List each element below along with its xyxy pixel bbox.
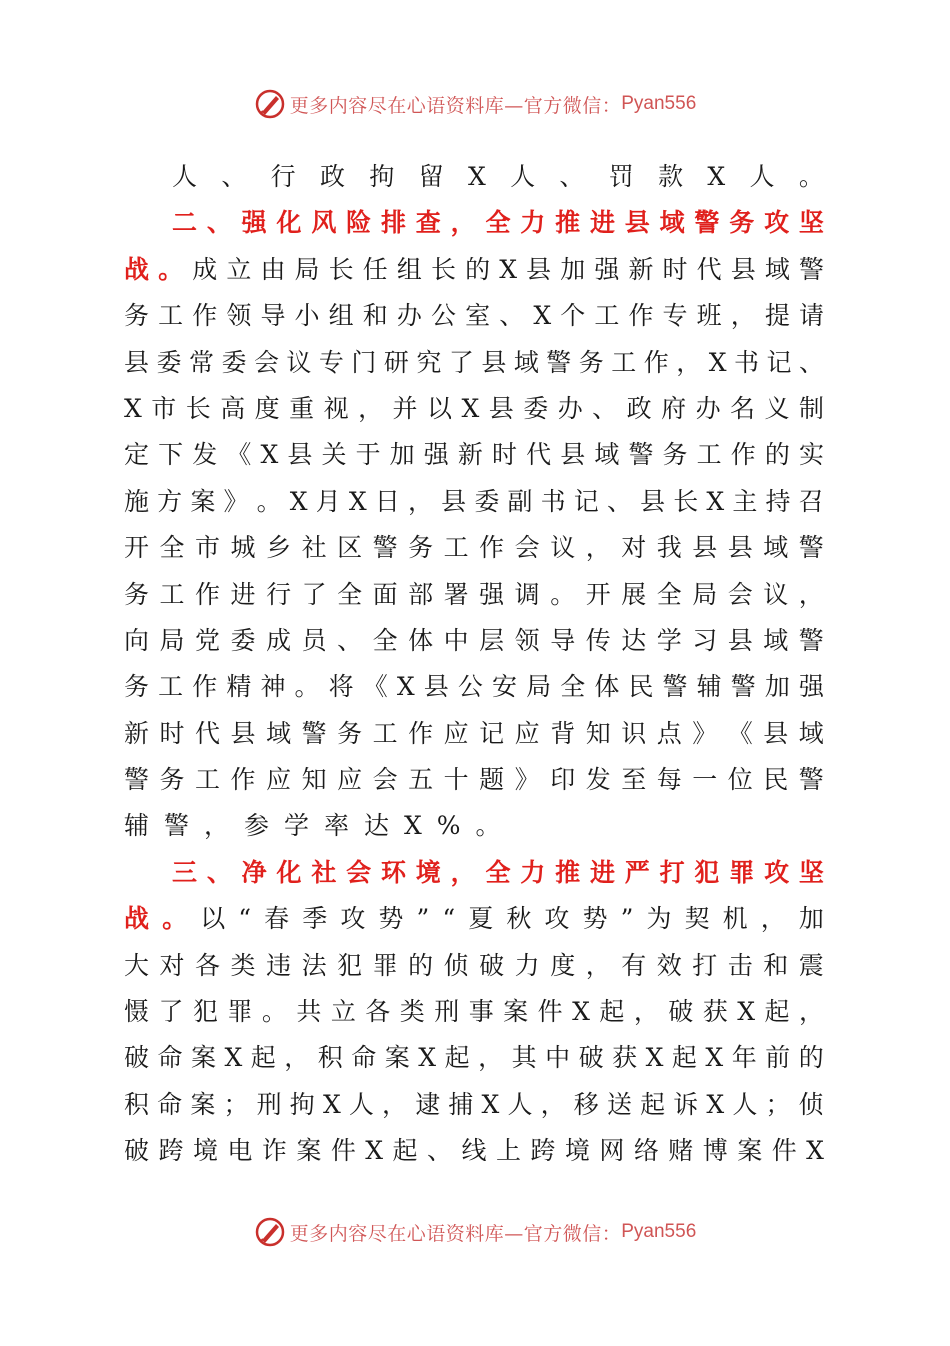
watermark-id: Pyan556	[621, 93, 697, 114]
text-line: 二 、 强 化 风 险 排 查 ， 全 力 推 进 县 域 警 务 攻 坚	[172, 208, 824, 238]
text-line: 战 。 以 “ 春 季 攻 势 ” “ 夏 秋 攻 势 ” 为 契 机 ， 加	[124, 904, 824, 934]
text-line: 大 对 各 类 违 法 犯 罪 的 侦 破 力 度 ， 有 效 打 击 和 震	[124, 950, 824, 980]
text-line: 辅警，参学率达X%。	[124, 811, 516, 841]
document-body	[124, 154, 824, 1175]
text-line: 慑 了 犯 罪 。 共 立 各 类 刑 事 案 件 X 起 ， 破 获 X 起 ，	[124, 997, 824, 1027]
text-line: 战 。 成 立 由 局 长 任 组 长 的 X 县 加 强 新 时 代 县 域 警	[124, 254, 824, 284]
watermark-id: Pyan556	[621, 1221, 697, 1242]
text-line: X 市 长 高 度 重 视 ， 并 以 X 县 委 办 、 政 府 办 名 义 制	[124, 393, 824, 423]
text-line: 积 命 案 ； 刑 拘 X 人 ， 逮 捕 X 人 ， 移 送 起 诉 X 人 ； 侦	[124, 1089, 824, 1119]
watermark-header	[0, 84, 950, 124]
text-line: 务 工 作 精 神 。 将 《 X 县 公 安 局 全 体 民 警 辅 警 加 强	[124, 672, 824, 702]
text-line: 破 跨 境 电 诈 案 件 X 起 、 线 上 跨 境 网 络 赌 博 案 件 X	[124, 1136, 824, 1166]
watermark-text: 更多内容尽在心语资料库—官方微信：	[289, 1222, 622, 1245]
text-line: 务 工 作 进 行 了 全 面 部 署 强 调 。 开 展 全 局 会 议 ，	[124, 579, 824, 609]
text-line: 向 局 党 委 成 员 、 全 体 中 层 领 导 传 达 学 习 县 域 警	[124, 625, 824, 655]
text-line: 县 委 常 委 会 议 专 门 研 究 了 县 域 警 务 工 作 ， X 书 记 、	[124, 347, 824, 377]
text-line: 定 下 发 《 X 县 关 于 加 强 新 时 代 县 域 警 务 工 作 的 实	[124, 440, 824, 470]
text-line: 新 时 代 县 域 警 务 工 作 应 记 应 背 知 识 点 》 《 县 域	[124, 718, 824, 748]
text-line: 人 、 行 政 拘 留 X 人 、 罚 款 X 人 。	[172, 162, 824, 191]
text-line: 务 工 作 领 导 小 组 和 办 公 室 、 X 个 工 作 专 班 ， 提 请	[124, 301, 824, 331]
watermark-text: 更多内容尽在心语资料库—官方微信：	[289, 94, 622, 117]
text-line: 破 命 案 X 起 ， 积 命 案 X 起 ， 其 中 破 获 X 起 X 年 前 的	[124, 1043, 824, 1073]
pen-circle-logo-icon	[254, 88, 286, 120]
text-line: 施 方 案 》 。 X 月 X 日 ， 县 委 副 书 记 、 县 长 X 主 持 召	[124, 486, 824, 516]
watermark-footer	[0, 1212, 950, 1252]
text-line: 三 、 净 化 社 会 环 境 ， 全 力 推 进 严 打 犯 罪 攻 坚	[172, 857, 824, 887]
pen-circle-logo-icon	[254, 1216, 286, 1248]
text-line: 开 全 市 城 乡 社 区 警 务 工 作 会 议 ， 对 我 县 县 域 警	[124, 533, 824, 563]
text-line: 警 务 工 作 应 知 应 会 五 十 题 》 印 发 至 每 一 位 民 警	[124, 765, 824, 795]
